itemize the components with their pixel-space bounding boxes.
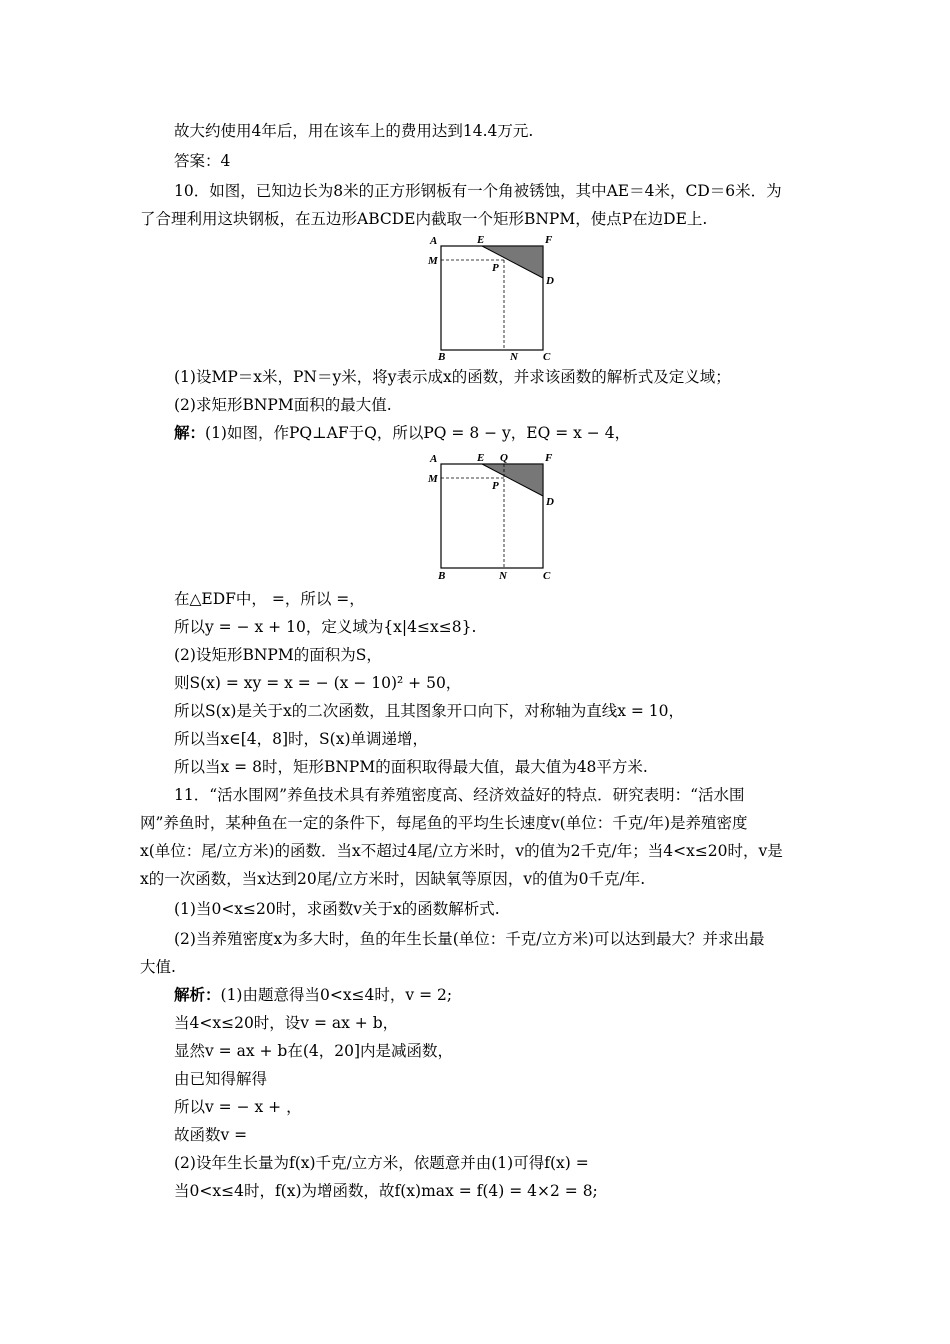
- text-line: (2)设年生长量为f(x)千克/立方米，依题意并由(1)可得f(x) =: [174, 1154, 589, 1172]
- text-line: 所以当x∈[4，8]时，S(x)单调递增，: [174, 730, 428, 748]
- text-line: (2)设矩形BNPM的面积为S，: [174, 646, 382, 664]
- label-d: D: [546, 496, 554, 508]
- analysis-label: 解析：: [174, 985, 221, 1004]
- text-line: 在△EDF中， =，所以 =，: [174, 590, 365, 608]
- label-e: E: [477, 234, 485, 246]
- text-line: 显然v = ax + b在(4，20]内是减函数，: [174, 1042, 454, 1060]
- text-line: 则S(x) = xy = x = − (x − 10)² + 50，: [174, 674, 462, 692]
- text-line: x的一次函数，当x达到20尾/立方米时，因缺氧等原因，v的值为0千克/年.: [140, 870, 646, 888]
- solution-label: 解：: [174, 423, 206, 442]
- label-e: E: [477, 452, 485, 464]
- text-line: 由已知得解得: [174, 1070, 268, 1088]
- text-line: 故函数v =: [174, 1126, 248, 1144]
- question-2-line: (2)求矩形BNPM面积的最大值.: [174, 396, 392, 414]
- text-line: 大值.: [140, 958, 176, 976]
- label-m: M: [428, 255, 438, 267]
- text-line: 所以S(x)是关于x的二次函数，且其图象开口向下，对称轴为直线x = 10，: [174, 702, 685, 720]
- text-line: 了合理利用这块钢板，在五边形ABCDE内截取一个矩形BNPM，使点P在边DE上.: [140, 210, 708, 228]
- text-line: 所以当x = 8时，矩形BNPM的面积取得最大值，最大值为48平方米.: [174, 758, 648, 776]
- answer-line: [174, 150, 814, 172]
- question-2-line: (2)当养殖密度x为多大时，鱼的年生长量(单位：千克/立方米)可以达到最大？并求出最: [174, 930, 765, 948]
- label-p: P: [492, 262, 499, 274]
- label-f: F: [545, 452, 553, 464]
- problem-10-line: 10．如图，已知边长为8米的正方形钢板有一个角被锈蚀，其中AE＝4米，CD＝6米．为: [174, 182, 782, 200]
- text-line: 故大约使用4年后，用在该车上的费用达到14.4万元.: [174, 122, 534, 140]
- solution-line: [174, 422, 814, 444]
- label-c: C: [543, 570, 551, 582]
- label-b: B: [438, 570, 446, 582]
- label-a: A: [430, 453, 438, 465]
- figure-2-square-diagram: [420, 450, 560, 584]
- analysis-text: (1)由题意得当0<x≤4时，v = 2;: [220, 986, 453, 1004]
- figure-1-square-diagram: [420, 232, 560, 364]
- analysis-line: [174, 984, 814, 1006]
- label-c: C: [543, 351, 551, 363]
- label-n: N: [510, 351, 518, 363]
- label-d: D: [546, 275, 554, 287]
- text-line: 网”养鱼时，某种鱼在一定的条件下，每尾鱼的平均生长速度v(单位：千克/年)是养殖密度: [140, 814, 748, 832]
- label-m: M: [428, 473, 438, 485]
- answer-text: 答案：4: [174, 152, 231, 170]
- label-n: N: [499, 570, 507, 582]
- text-line: x(单位：尾/立方米)的函数．当x不超过4尾/立方米时，v的值为2千克/年；当4<x≤20时，v是: [140, 842, 783, 860]
- question-1-line: (1)当0<x≤20时，求函数v关于x的函数解析式.: [174, 900, 500, 918]
- text-line: 当0<x≤4时，f(x)为增函数，故f(x)max = f(4) = 4×2 = 8;: [174, 1182, 598, 1200]
- label-q: Q: [500, 452, 508, 464]
- label-a: A: [430, 235, 438, 247]
- text-line: 当4<x≤20时，设v = ax + b，: [174, 1014, 399, 1032]
- label-f: F: [545, 234, 553, 246]
- label-b: B: [438, 351, 446, 363]
- question-1-line: (1)设MP＝x米，PN＝y米，将y表示成x的函数，并求该函数的解析式及定义域；: [174, 368, 731, 386]
- text-line: 所以v = − x + ，: [174, 1098, 302, 1116]
- solution-text: (1)如图，作PQ⊥AF于Q，所以PQ = 8 − y，EQ = x − 4，: [205, 424, 631, 442]
- problem-11-line: 11．“活水围网”养鱼技术具有养殖密度高、经济效益好的特点．研究表明：“活水围: [174, 786, 745, 804]
- label-p: P: [492, 480, 499, 492]
- text-line: 所以y = − x + 10，定义域为{x|4≤x≤8}.: [174, 618, 477, 636]
